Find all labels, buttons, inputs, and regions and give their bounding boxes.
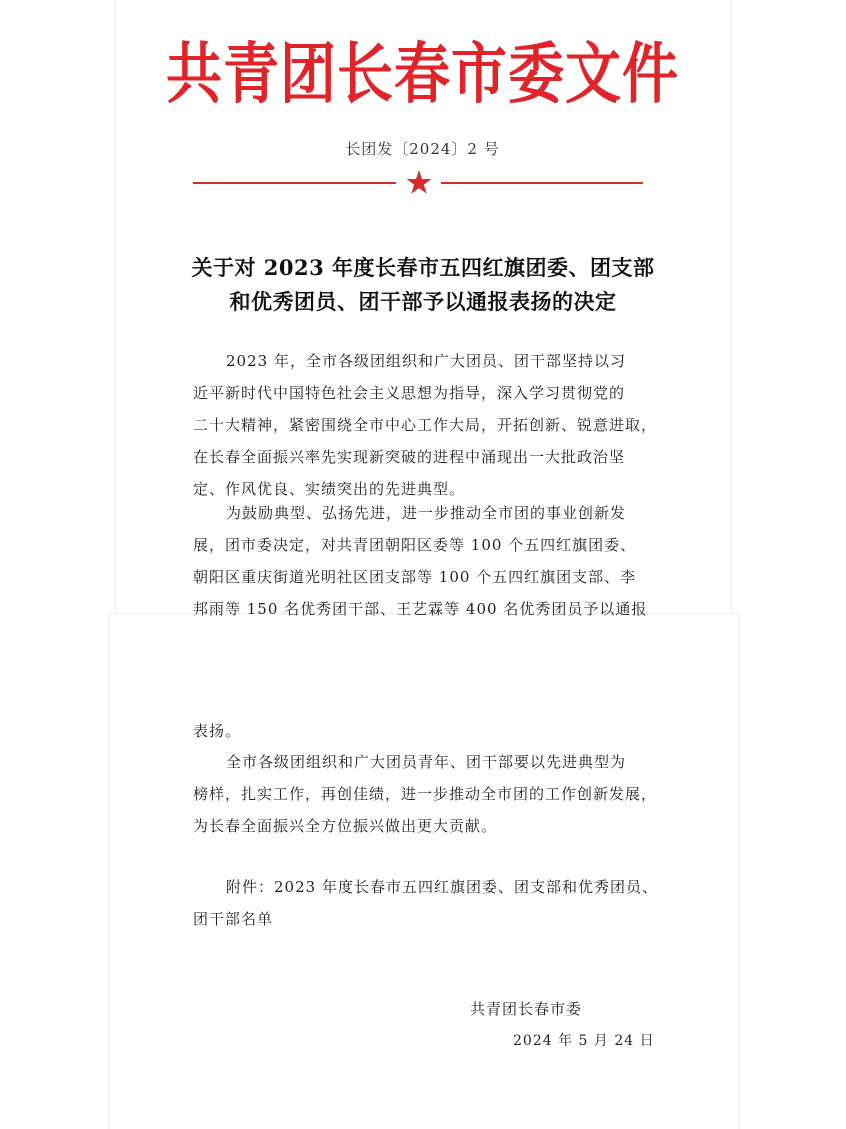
- paragraph-line: 榜样，扎实工作，再创佳绩，进一步推动全市团的工作创新发展，: [193, 785, 658, 803]
- document-number: 长团发〔2024〕2 号: [345, 140, 500, 158]
- document-page-2: [108, 613, 740, 1129]
- red-star-icon: [406, 169, 432, 195]
- paragraph-line: 为鼓励典型、弘扬先进，进一步推动全市团的事业创新发: [226, 504, 627, 522]
- paragraph-line: 展，团市委决定，对共青团朝阳区委等 100 个五四红旗团委、: [193, 536, 637, 554]
- issue-date: 2024 年 5 月 24 日: [513, 1033, 655, 1049]
- paragraph-line: 在长春全面振兴率先实现新突破的进程中涌现出一大批政治坚: [193, 448, 626, 466]
- paragraph-line: 附件：2023 年度长春市五四红旗团委、团支部和优秀团员、: [226, 878, 658, 896]
- red-separator-line-right: [441, 182, 643, 184]
- paragraph-line: 二十大精神，紧密围绕全市中心工作大局，开拓创新、锐意进取，: [193, 416, 658, 434]
- document-title-line-2: 和优秀团员、团干部予以通报表扬的决定: [229, 289, 617, 314]
- paragraph-line: 邦雨等 150 名优秀团干部、王艺霖等 400 名优秀团员予以通报: [193, 600, 648, 618]
- signing-organization: 共青团长春市委: [470, 1000, 583, 1018]
- paragraph-line: 团干部名单: [193, 910, 274, 928]
- red-separator-line-left: [193, 182, 396, 184]
- paragraph-line: 定、作风优良、实绩突出的先进典型。: [193, 480, 466, 498]
- paragraph-line: 表扬。: [193, 722, 242, 740]
- paragraph-line: 全市各级团组织和广大团员青年、团干部要以先进典型为: [226, 753, 627, 771]
- paragraph-line: 近平新时代中国特色社会主义思想为指导，深入学习贯彻党的: [193, 384, 626, 402]
- document-title-line-1: 关于对 2023 年度长春市五四红旗团委、团支部: [191, 255, 655, 280]
- document-masthead: 共青团长春市委文件: [166, 34, 679, 113]
- paragraph-line: 朝阳区重庆街道光明社区团支部等 100 个五四红旗团支部、李: [193, 568, 637, 586]
- paragraph-line: 为长春全面振兴全方位振兴做出更大贡献。: [193, 817, 498, 835]
- paragraph-line: 2023 年，全市各级团组织和广大团员、团干部坚持以习: [226, 352, 626, 370]
